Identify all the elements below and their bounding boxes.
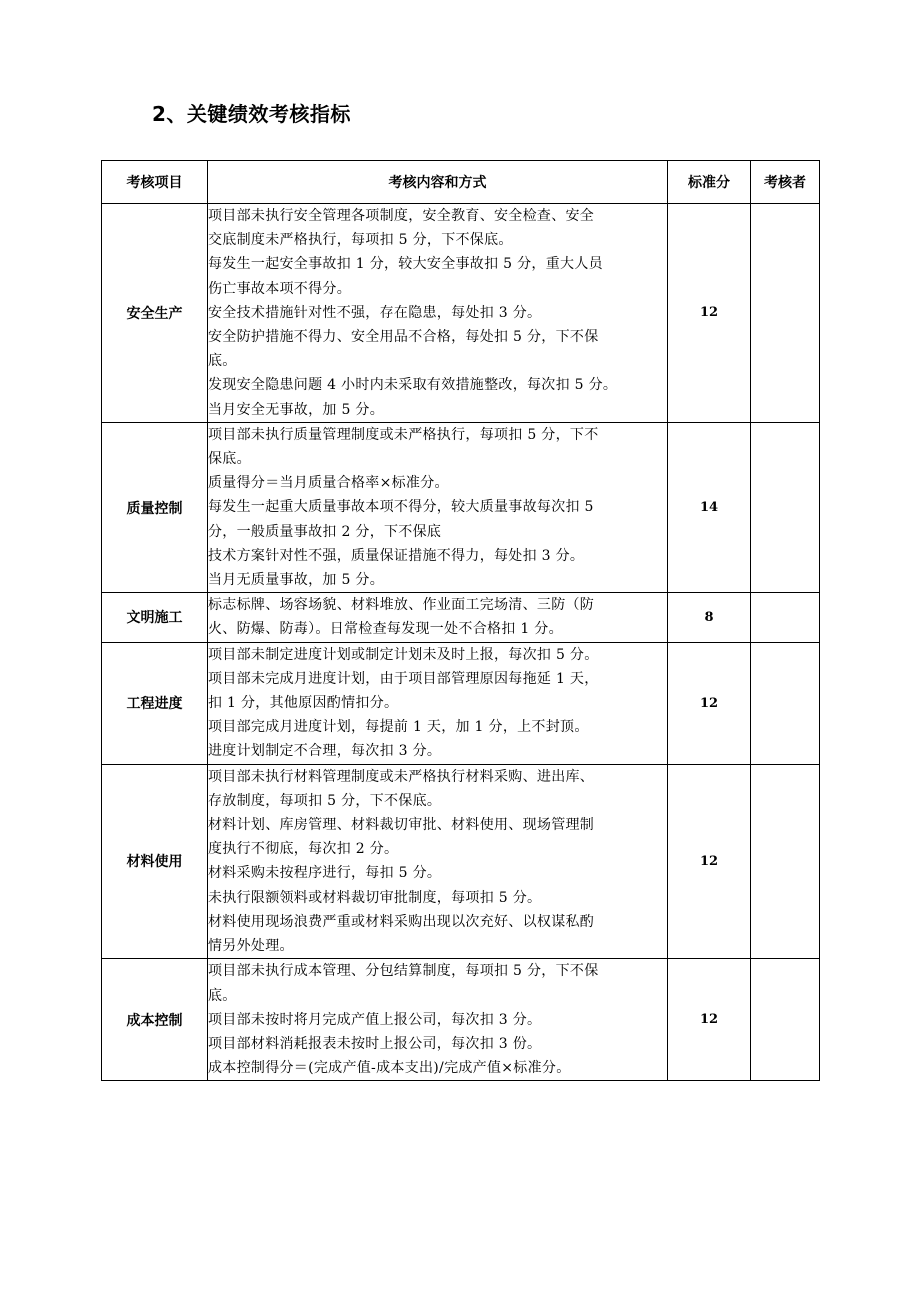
content-line: 项目部材料消耗报表未按时上报公司，每次扣 3 份。 xyxy=(208,1035,542,1052)
row-assessor-progress xyxy=(751,642,820,764)
row-assessor-quality xyxy=(751,422,820,592)
row-assessor-cost xyxy=(751,959,820,1081)
table-header-row xyxy=(102,161,820,204)
header-item: 考核项目 xyxy=(102,161,208,204)
header-score: 标准分 xyxy=(668,161,751,204)
row-score-progress: 12 xyxy=(668,642,751,764)
row-score-quality: 14 xyxy=(668,422,751,592)
row-assessor-materials xyxy=(751,764,820,959)
content-line: 当月无质量事故，加 5 分。 xyxy=(208,572,385,589)
row-score-safety: 12 xyxy=(668,204,751,423)
header-content: 考核内容和方式 xyxy=(208,161,668,204)
content-line: 材料计划、库房管理、材料裁切审批、材料使用、现场管理制 度执行不彻底，每次扣 2 分。 xyxy=(208,817,595,858)
row-content-progress xyxy=(208,642,668,764)
content-line: 发现安全隐患问题 4 小时内未采取有效措施整改，每次扣 5 分。 xyxy=(208,377,618,394)
content-line: 项目部未执行安全管理各项制度，安全教育、安全检查、安全 交底制度未严格执行，每项扣 5 分，下不保底。 xyxy=(208,208,595,249)
content-line: 进度计划制定不合理，每次扣 3 分。 xyxy=(208,743,442,760)
table-row xyxy=(102,642,820,764)
content-line: 当月安全无事故，加 5 分。 xyxy=(208,401,385,418)
table-row xyxy=(102,959,820,1081)
header-assessor: 考核者 xyxy=(751,161,820,204)
content-line: 材料采购未按程序进行，每扣 5 分。 xyxy=(208,865,442,882)
row-item-materials: 材料使用 xyxy=(102,764,208,959)
content-line: 未执行限额领料或材料裁切审批制度，每项扣 5 分。 xyxy=(208,889,542,906)
row-content-civilized xyxy=(208,593,668,642)
content-line: 项目部未制定进度计划或制定计划未及时上报，每次扣 5 分。 xyxy=(208,646,599,663)
content-line: 项目部未执行质量管理制度或未严格执行，每项扣 5 分，下不 保底。 xyxy=(208,426,599,468)
table-row xyxy=(102,422,820,592)
row-item-quality: 质量控制 xyxy=(102,422,208,592)
row-score-civilized: 8 xyxy=(668,593,751,642)
content-line: 项目部未执行成本管理、分包结算制度，每项扣 5 分，下不保 底。 xyxy=(208,963,599,1004)
content-line: 技术方案针对性不强，质量保证措施不得力，每处扣 3 分。 xyxy=(208,547,585,564)
row-score-materials: 12 xyxy=(668,764,751,959)
content-line: 每发生一起重大质量事故本项不得分，较大质量事故每次扣 5 分，一般质量事故扣 2 分，下不保底 xyxy=(208,499,594,540)
content-line: 安全技术措施针对性不强，存在隐患，每处扣 3 分。 xyxy=(208,304,542,321)
content-line: 项目部完成月进度计划，每提前 1 天，加 1 分，上不封顶。 xyxy=(208,719,589,736)
content-line: 项目部未执行材料管理制度或未严格执行材料采购、进出库、 存放制度，每项扣 5 分，下不保底。 xyxy=(208,768,595,809)
row-assessor-safety xyxy=(751,204,820,423)
content-line: 安全防护措施不得力、安全用品不合格，每处扣 5 分，下不保 底。 xyxy=(208,329,599,370)
row-item-civilized: 文明施工 xyxy=(102,593,208,642)
content-line: 项目部未完成月进度计划，由于项目部管理原因每拖延 1 天， 扣 1 分，其他原因酌情扣分。 xyxy=(208,670,599,712)
table-row xyxy=(102,204,820,423)
row-content-cost xyxy=(208,959,668,1081)
table-row xyxy=(102,593,820,642)
row-score-cost: 12 xyxy=(668,959,751,1081)
table-row xyxy=(102,764,820,959)
row-content-safety xyxy=(208,204,668,423)
page-title: 2、关键绩效考核指标 xyxy=(152,102,351,126)
row-content-quality xyxy=(208,422,668,592)
row-item-safety: 安全生产 xyxy=(102,204,208,423)
content-line: 标志标牌、场容场貌、材料堆放、作业面工完场清、三防（防 火、防爆、防毒）。日常检查每发现一处不合格扣 1 分。 xyxy=(208,597,595,638)
content-line: 项目部未按时将月完成产值上报公司，每次扣 3 分。 xyxy=(208,1011,542,1028)
content-line: 质量得分＝当月质量合格率×标准分。 xyxy=(208,475,449,492)
row-item-progress: 工程进度 xyxy=(102,642,208,764)
content-line: 成本控制得分＝(完成产值-成本支出)/完成产值×标准分。 xyxy=(208,1060,571,1077)
row-assessor-civilized xyxy=(751,593,820,642)
content-line: 材料使用现场浪费严重或材料采购出现以次充好、以权谋私酌 情另外处理。 xyxy=(208,913,595,955)
row-content-materials xyxy=(208,764,668,959)
kpi-table xyxy=(101,160,820,1081)
content-line: 每发生一起安全事故扣 1 分，较大安全事故扣 5 分，重大人员 伤亡事故本项不得分。 xyxy=(208,256,603,297)
row-item-cost: 成本控制 xyxy=(102,959,208,1081)
